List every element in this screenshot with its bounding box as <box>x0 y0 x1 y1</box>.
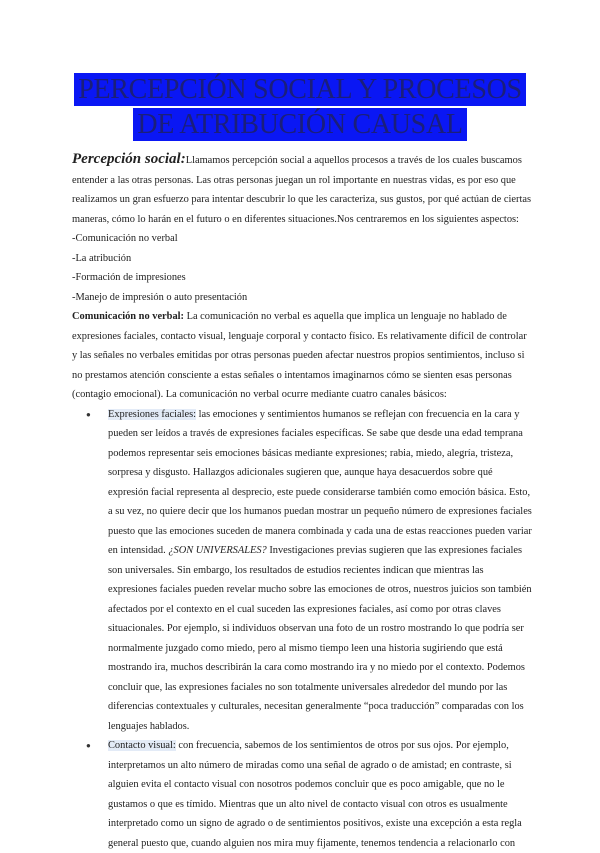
aspect-item: -La atribución <box>72 249 534 269</box>
channel-text: con frecuencia, sabemos de los sentimientos de otros por sus ojos. Por ejemplo, interpretamos un alto número de miradas como una señal de agrado o de amistad; en contraste, si alguien evita el contacto visual con nosotros podemos concluir que es poco amigable, que no le gustamos o que es tímido. Mientras que un alto nivel de contacto visual con otros es usualmente interpretado como un signo de agrado o de sentimientos positivos, existe una excepción a esta regla general puesto que, cuando alguien nos mira muy fijamente, tenemos tendencia a relacionarlo con <box>108 740 522 849</box>
aspect-item: -Formación de impresiones <box>72 268 534 288</box>
channel-text-continued: Investigaciones previas sugieren que las expresiones faciales son universales. Sin embargo, los resultados de estudios recientes indican que mientras las expresiones faciales pueden revelar mucho sobre las emociones de otros, nuestros juicios son también afectados por el contexto en el cual suceden las expresiones faciales, así como por otras claves situacionales. Por ejemplo, si individuos observan una foto de un rostro mostrando lo que podría ser normalmente juzgado como miedo, pero al mismo tiempo leen una historia sugiriendo que está mostrando ira, muchos describirán la cara como mostrando ira y no miedo por el contexto. Podemos concluir que, las expresiones faciales no son totalmente universales alrededor del mundo por las diferencias contextuales y culturales, necesitan generalmente “poca traducción” comparadas con los lenguajes hablados. <box>108 545 532 732</box>
channel-label: Contacto visual: <box>108 740 176 751</box>
channel-item-eye-contact <box>108 736 534 853</box>
aspect-item: -Manejo de impresión o auto presentación <box>72 288 534 308</box>
intro-paragraph <box>72 150 534 229</box>
document-body <box>72 150 534 853</box>
channel-list <box>72 405 534 853</box>
intro-heading: Percepción social: <box>72 151 186 167</box>
nonverbal-text: La comunicación no verbal es aquella que implica un lenguaje no hablado de expresiones faciales, contacto visual, lenguaje corporal y contacto físico. Es relativamente difícil de controlar y las señales no verbales emitidas por otras personas pueden afectar nuestros propios sentimientos, incluso si no prestamos atención consciente a estas señales o intentamos imaginarnos cómo se sienten esas personas (contagio emocional). La comunicación no verbal ocurre mediante cuatro canales básicos: <box>72 311 527 400</box>
channel-question: ¿SON UNIVERSALES? <box>168 545 266 556</box>
document-title <box>0 72 600 142</box>
nonverbal-paragraph <box>72 307 534 405</box>
intro-text: Llamamos percepción social a aquellos procesos a través de los cuales buscamos entender a las otras personas. Las otras personas juegan un rol importante en nuestras vidas, es por eso que realizamos un gran esfuerzo para intentar descubrir lo que les caracteriza, sus gustos, por qué actúan de ciertas maneras, cómo lo harán en el futuro o en diferentes situaciones.Nos centraremos en los siguientes aspectos: <box>72 155 531 225</box>
aspect-item: -Comunicación no verbal <box>72 229 534 249</box>
title-line-2: DE ATRIBUCIÓN CAUSAL <box>133 108 466 141</box>
channel-label: Expresiones faciales: <box>108 409 196 420</box>
channel-text: las emociones y sentimientos humanos se reflejan con frecuencia en la cara y pueden ser leídos a través de expresiones faciales específicas. Se sabe que desde una edad temprana podemos representar seis emociones básicas mediante expresiones; rabia, miedo, alegría, tristeza, sorpresa y disgusto. Hallazgos adicionales sugieren que, aunque haya desacuerdos sobre qué expresión facial representa al desprecio, este puede considerarse también como emoción básica. Esto, a su vez, no quiere decir que los humanos puedan mostrar un pequeño número de expresiones faciales puesto que las emociones suceden de manera combinada y cada una de estas reacciones pueden variar en intensidad. <box>108 409 532 557</box>
nonverbal-heading: Comunicación no verbal: <box>72 311 184 322</box>
channel-item-facial <box>108 405 534 737</box>
title-line-1: PERCEPCIÓN SOCIAL Y PROCESOS <box>74 73 526 106</box>
